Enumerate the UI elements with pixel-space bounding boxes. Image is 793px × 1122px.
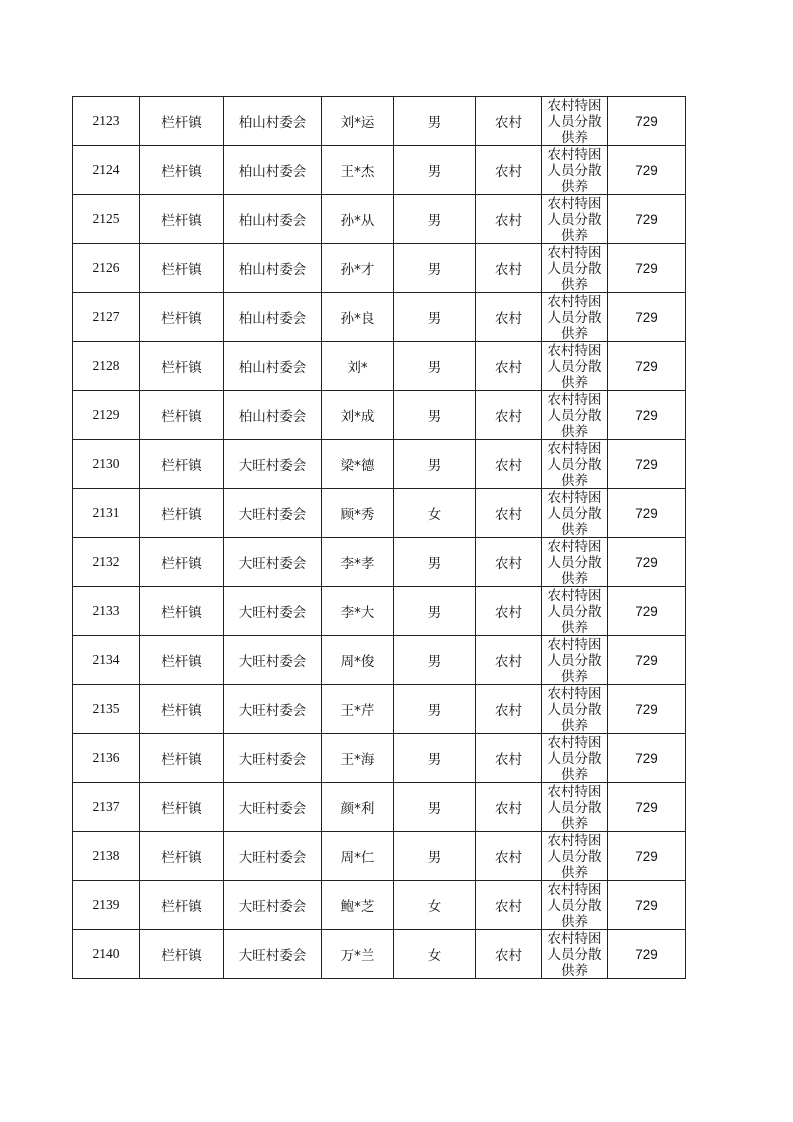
cell-person-name: 顾*秀 [322, 489, 394, 538]
cell-assistance-category [542, 97, 608, 146]
category-text: 农村特困人员分散供养 [547, 588, 602, 635]
table-row [73, 538, 686, 587]
cell-village-committee: 柏山村委会 [224, 146, 322, 195]
cell-person-name: 王*海 [322, 734, 394, 783]
cell-village-committee: 大旺村委会 [224, 685, 322, 734]
cell-residence-type: 农村 [476, 538, 542, 587]
cell-amount: 729 [608, 538, 686, 587]
cell-town: 栏杆镇 [140, 734, 224, 783]
cell-person-name: 梁*德 [322, 440, 394, 489]
cell-amount: 729 [608, 930, 686, 979]
beneficiary-table [72, 96, 686, 979]
table-row [73, 391, 686, 440]
cell-village-committee: 柏山村委会 [224, 342, 322, 391]
category-text: 农村特困人员分散供养 [547, 441, 602, 488]
cell-residence-type: 农村 [476, 587, 542, 636]
category-text: 农村特困人员分散供养 [547, 343, 602, 390]
cell-residence-type: 农村 [476, 685, 542, 734]
cell-town: 栏杆镇 [140, 195, 224, 244]
cell-amount: 729 [608, 734, 686, 783]
category-text: 农村特困人员分散供养 [547, 882, 602, 929]
cell-assistance-category [542, 636, 608, 685]
cell-town: 栏杆镇 [140, 783, 224, 832]
cell-gender: 男 [394, 440, 476, 489]
category-text: 农村特困人员分散供养 [547, 196, 602, 243]
cell-gender: 男 [394, 97, 476, 146]
table-row [73, 146, 686, 195]
cell-person-name: 王*芹 [322, 685, 394, 734]
cell-gender: 男 [394, 734, 476, 783]
cell-residence-type: 农村 [476, 783, 542, 832]
category-text: 农村特困人员分散供养 [547, 98, 602, 145]
table-row [73, 342, 686, 391]
cell-amount: 729 [608, 587, 686, 636]
category-text: 农村特困人员分散供养 [547, 539, 602, 586]
cell-village-committee: 柏山村委会 [224, 391, 322, 440]
cell-person-name: 颜*利 [322, 783, 394, 832]
category-text: 农村特困人员分散供养 [547, 490, 602, 537]
cell-amount: 729 [608, 293, 686, 342]
cell-town: 栏杆镇 [140, 244, 224, 293]
category-text: 农村特困人员分散供养 [547, 686, 602, 733]
cell-gender: 男 [394, 685, 476, 734]
category-text: 农村特困人员分散供养 [547, 147, 602, 194]
table-row [73, 832, 686, 881]
cell-serial-number: 2126 [73, 244, 140, 293]
cell-assistance-category [542, 489, 608, 538]
category-text: 农村特困人员分散供养 [547, 294, 602, 341]
table-row [73, 881, 686, 930]
cell-town: 栏杆镇 [140, 587, 224, 636]
cell-gender: 男 [394, 783, 476, 832]
cell-amount: 729 [608, 636, 686, 685]
cell-village-committee: 大旺村委会 [224, 930, 322, 979]
cell-village-committee: 大旺村委会 [224, 881, 322, 930]
cell-assistance-category [542, 783, 608, 832]
cell-residence-type: 农村 [476, 489, 542, 538]
cell-serial-number: 2124 [73, 146, 140, 195]
table-body [73, 97, 686, 979]
cell-serial-number: 2136 [73, 734, 140, 783]
cell-residence-type: 农村 [476, 244, 542, 293]
cell-serial-number: 2128 [73, 342, 140, 391]
cell-gender: 男 [394, 244, 476, 293]
category-text: 农村特困人员分散供养 [547, 784, 602, 831]
cell-village-committee: 大旺村委会 [224, 538, 322, 587]
cell-village-committee: 大旺村委会 [224, 489, 322, 538]
cell-assistance-category [542, 538, 608, 587]
cell-village-committee: 大旺村委会 [224, 783, 322, 832]
cell-village-committee: 大旺村委会 [224, 587, 322, 636]
cell-person-name: 李*孝 [322, 538, 394, 587]
cell-gender: 男 [394, 832, 476, 881]
table-row [73, 195, 686, 244]
cell-residence-type: 农村 [476, 146, 542, 195]
cell-village-committee: 柏山村委会 [224, 97, 322, 146]
cell-amount: 729 [608, 342, 686, 391]
cell-residence-type: 农村 [476, 832, 542, 881]
cell-village-committee: 柏山村委会 [224, 195, 322, 244]
cell-residence-type: 农村 [476, 930, 542, 979]
cell-amount: 729 [608, 146, 686, 195]
cell-person-name: 刘*运 [322, 97, 394, 146]
cell-town: 栏杆镇 [140, 391, 224, 440]
cell-assistance-category [542, 734, 608, 783]
cell-amount: 729 [608, 97, 686, 146]
table-row [73, 489, 686, 538]
cell-person-name: 刘*成 [322, 391, 394, 440]
cell-gender: 男 [394, 293, 476, 342]
cell-amount: 729 [608, 440, 686, 489]
cell-gender: 男 [394, 391, 476, 440]
cell-serial-number: 2131 [73, 489, 140, 538]
cell-assistance-category [542, 293, 608, 342]
cell-town: 栏杆镇 [140, 489, 224, 538]
cell-gender: 男 [394, 195, 476, 244]
table-row [73, 440, 686, 489]
cell-serial-number: 2139 [73, 881, 140, 930]
table-row [73, 587, 686, 636]
cell-assistance-category [542, 832, 608, 881]
cell-serial-number: 2132 [73, 538, 140, 587]
cell-town: 栏杆镇 [140, 342, 224, 391]
cell-amount: 729 [608, 685, 686, 734]
cell-serial-number: 2123 [73, 97, 140, 146]
table-row [73, 636, 686, 685]
cell-residence-type: 农村 [476, 734, 542, 783]
cell-amount: 729 [608, 881, 686, 930]
cell-serial-number: 2134 [73, 636, 140, 685]
cell-village-committee: 柏山村委会 [224, 293, 322, 342]
cell-village-committee: 大旺村委会 [224, 832, 322, 881]
category-text: 农村特困人员分散供养 [547, 637, 602, 684]
cell-town: 栏杆镇 [140, 832, 224, 881]
cell-person-name: 李*大 [322, 587, 394, 636]
cell-gender: 女 [394, 489, 476, 538]
cell-gender: 男 [394, 146, 476, 195]
cell-residence-type: 农村 [476, 391, 542, 440]
cell-gender: 男 [394, 587, 476, 636]
cell-assistance-category [542, 930, 608, 979]
cell-amount: 729 [608, 489, 686, 538]
cell-village-committee: 大旺村委会 [224, 636, 322, 685]
cell-person-name: 刘* [322, 342, 394, 391]
cell-town: 栏杆镇 [140, 930, 224, 979]
cell-town: 栏杆镇 [140, 293, 224, 342]
cell-serial-number: 2127 [73, 293, 140, 342]
cell-residence-type: 农村 [476, 342, 542, 391]
cell-assistance-category [542, 146, 608, 195]
cell-amount: 729 [608, 783, 686, 832]
table-row [73, 685, 686, 734]
cell-gender: 男 [394, 342, 476, 391]
cell-residence-type: 农村 [476, 636, 542, 685]
cell-town: 栏杆镇 [140, 440, 224, 489]
cell-person-name: 孙*才 [322, 244, 394, 293]
cell-serial-number: 2129 [73, 391, 140, 440]
category-text: 农村特困人员分散供养 [547, 245, 602, 292]
cell-serial-number: 2138 [73, 832, 140, 881]
table-row [73, 293, 686, 342]
cell-village-committee: 大旺村委会 [224, 440, 322, 489]
table-row [73, 734, 686, 783]
cell-person-name: 王*杰 [322, 146, 394, 195]
category-text: 农村特困人员分散供养 [547, 931, 602, 978]
cell-amount: 729 [608, 195, 686, 244]
cell-residence-type: 农村 [476, 195, 542, 244]
cell-town: 栏杆镇 [140, 685, 224, 734]
cell-serial-number: 2135 [73, 685, 140, 734]
table-row [73, 244, 686, 293]
cell-assistance-category [542, 195, 608, 244]
cell-person-name: 周*俊 [322, 636, 394, 685]
cell-town: 栏杆镇 [140, 881, 224, 930]
cell-person-name: 孙*从 [322, 195, 394, 244]
cell-assistance-category [542, 440, 608, 489]
cell-residence-type: 农村 [476, 97, 542, 146]
table-row [73, 930, 686, 979]
table-row [73, 97, 686, 146]
cell-residence-type: 农村 [476, 293, 542, 342]
cell-person-name: 周*仁 [322, 832, 394, 881]
cell-gender: 女 [394, 930, 476, 979]
cell-residence-type: 农村 [476, 440, 542, 489]
cell-serial-number: 2125 [73, 195, 140, 244]
cell-residence-type: 农村 [476, 881, 542, 930]
cell-assistance-category [542, 244, 608, 293]
cell-assistance-category [542, 685, 608, 734]
category-text: 农村特困人员分散供养 [547, 392, 602, 439]
cell-amount: 729 [608, 832, 686, 881]
cell-person-name: 鲍*芝 [322, 881, 394, 930]
cell-assistance-category [542, 391, 608, 440]
cell-serial-number: 2130 [73, 440, 140, 489]
cell-gender: 男 [394, 538, 476, 587]
cell-serial-number: 2140 [73, 930, 140, 979]
category-text: 农村特困人员分散供养 [547, 833, 602, 880]
cell-gender: 男 [394, 636, 476, 685]
cell-amount: 729 [608, 244, 686, 293]
cell-village-committee: 大旺村委会 [224, 734, 322, 783]
cell-town: 栏杆镇 [140, 146, 224, 195]
cell-serial-number: 2137 [73, 783, 140, 832]
cell-town: 栏杆镇 [140, 97, 224, 146]
cell-town: 栏杆镇 [140, 636, 224, 685]
cell-village-committee: 柏山村委会 [224, 244, 322, 293]
category-text: 农村特困人员分散供养 [547, 735, 602, 782]
cell-person-name: 孙*良 [322, 293, 394, 342]
cell-serial-number: 2133 [73, 587, 140, 636]
cell-assistance-category [542, 587, 608, 636]
cell-person-name: 万*兰 [322, 930, 394, 979]
cell-assistance-category [542, 342, 608, 391]
cell-town: 栏杆镇 [140, 538, 224, 587]
table-row [73, 783, 686, 832]
cell-amount: 729 [608, 391, 686, 440]
cell-assistance-category [542, 881, 608, 930]
cell-gender: 女 [394, 881, 476, 930]
